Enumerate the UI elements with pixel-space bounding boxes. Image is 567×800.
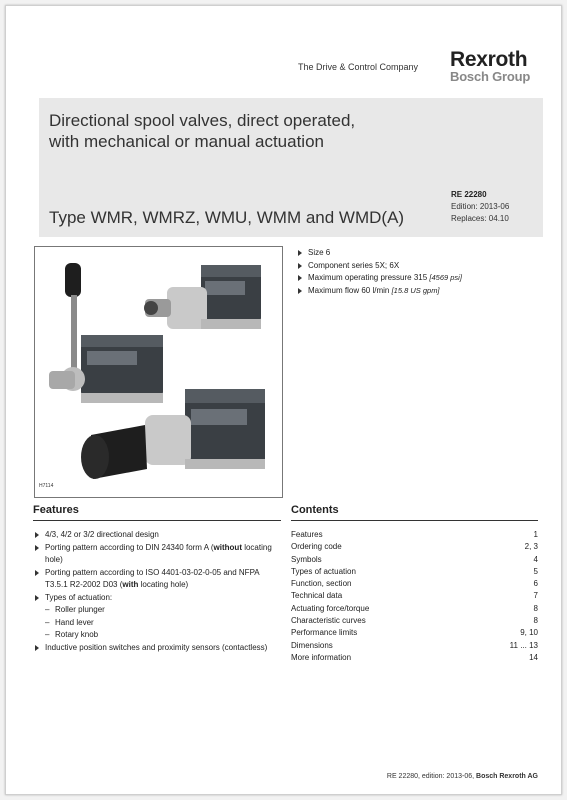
feature-item: 4/3, 4/2 or 3/2 directional design (33, 529, 283, 542)
features-list (33, 529, 283, 654)
contents-row[interactable]: Technical data 7 (291, 591, 538, 601)
contents-row[interactable]: Performance limits 9, 10 (291, 628, 538, 638)
feature-item: Inductive position switches and proximity sensors (contactless) (33, 642, 283, 655)
contents-rule (291, 520, 538, 521)
contents-row[interactable]: Characteristic curves 8 (291, 616, 538, 626)
title-line-1: Directional spool valves, direct operated, (49, 111, 356, 130)
photo-code: H7114 (39, 483, 54, 489)
feature-subitem: – Hand lever (33, 617, 283, 630)
replaces: Replaces: 04.10 (451, 214, 509, 223)
contents-row[interactable]: Ordering code 2, 3 (291, 542, 538, 552)
contents-row[interactable]: Features 1 (291, 530, 538, 539)
feature-subitem: – Rotary knob (33, 629, 283, 642)
features-rule (33, 520, 281, 521)
spec-list (296, 247, 462, 297)
brand-group: Bosch Group (450, 69, 531, 84)
contents-row[interactable]: Dimensions 11 ... 13 (291, 640, 538, 650)
feature-item: Porting pattern according to DIN 24340 form A (without locating hole) (33, 542, 283, 567)
valve-hand-lever (49, 263, 163, 403)
re-number: RE 22280 (451, 190, 487, 199)
contents-row[interactable]: Function, section 6 (291, 579, 538, 589)
spec-item: Component series 5X; 6X (296, 260, 462, 273)
title-line-2: with mechanical or manual actuation (49, 132, 324, 151)
company-tagline: The Drive & Control Company (298, 62, 419, 72)
page-footer: RE 22280, edition: 2013-06, Bosch Rexroth AG (386, 773, 538, 780)
type-line: Type WMR, WMRZ, WMU, WMM and WMD(A) (49, 208, 405, 227)
spec-item: Maximum operating pressure 315 [4569 psi] (296, 272, 462, 285)
document-title (49, 110, 355, 152)
product-photo (34, 246, 283, 498)
contents-list (291, 529, 538, 664)
contents-heading: Contents (291, 504, 339, 516)
document-page (5, 5, 562, 795)
brand-name: Rexroth (450, 48, 528, 71)
spec-item: Size 6 (296, 247, 462, 260)
feature-item: Types of actuation: (33, 592, 283, 605)
spec-item: Maximum flow 60 l/min [15.8 US gpm] (296, 285, 462, 298)
feature-item: Porting pattern according to ISO 4401-03-02-0-05 and NFPA T3.5.1 R2-2002 D03 (with locating hole) (33, 567, 283, 592)
contents-row[interactable]: Actuating force/torque 8 (291, 603, 538, 613)
contents-row[interactable]: Types of actuation 5 (291, 566, 538, 576)
contents-row[interactable]: More information 14 (291, 652, 538, 662)
title-banner (39, 98, 543, 237)
feature-subitem: – Roller plunger (33, 604, 283, 617)
edition: Edition: 2013-06 (451, 202, 510, 211)
features-heading: Features (33, 504, 79, 516)
rexroth-logo (450, 50, 530, 84)
valves-illustration (35, 247, 282, 497)
contents-row[interactable]: Symbols 4 (291, 554, 538, 564)
valve-roller-plunger (144, 265, 261, 329)
